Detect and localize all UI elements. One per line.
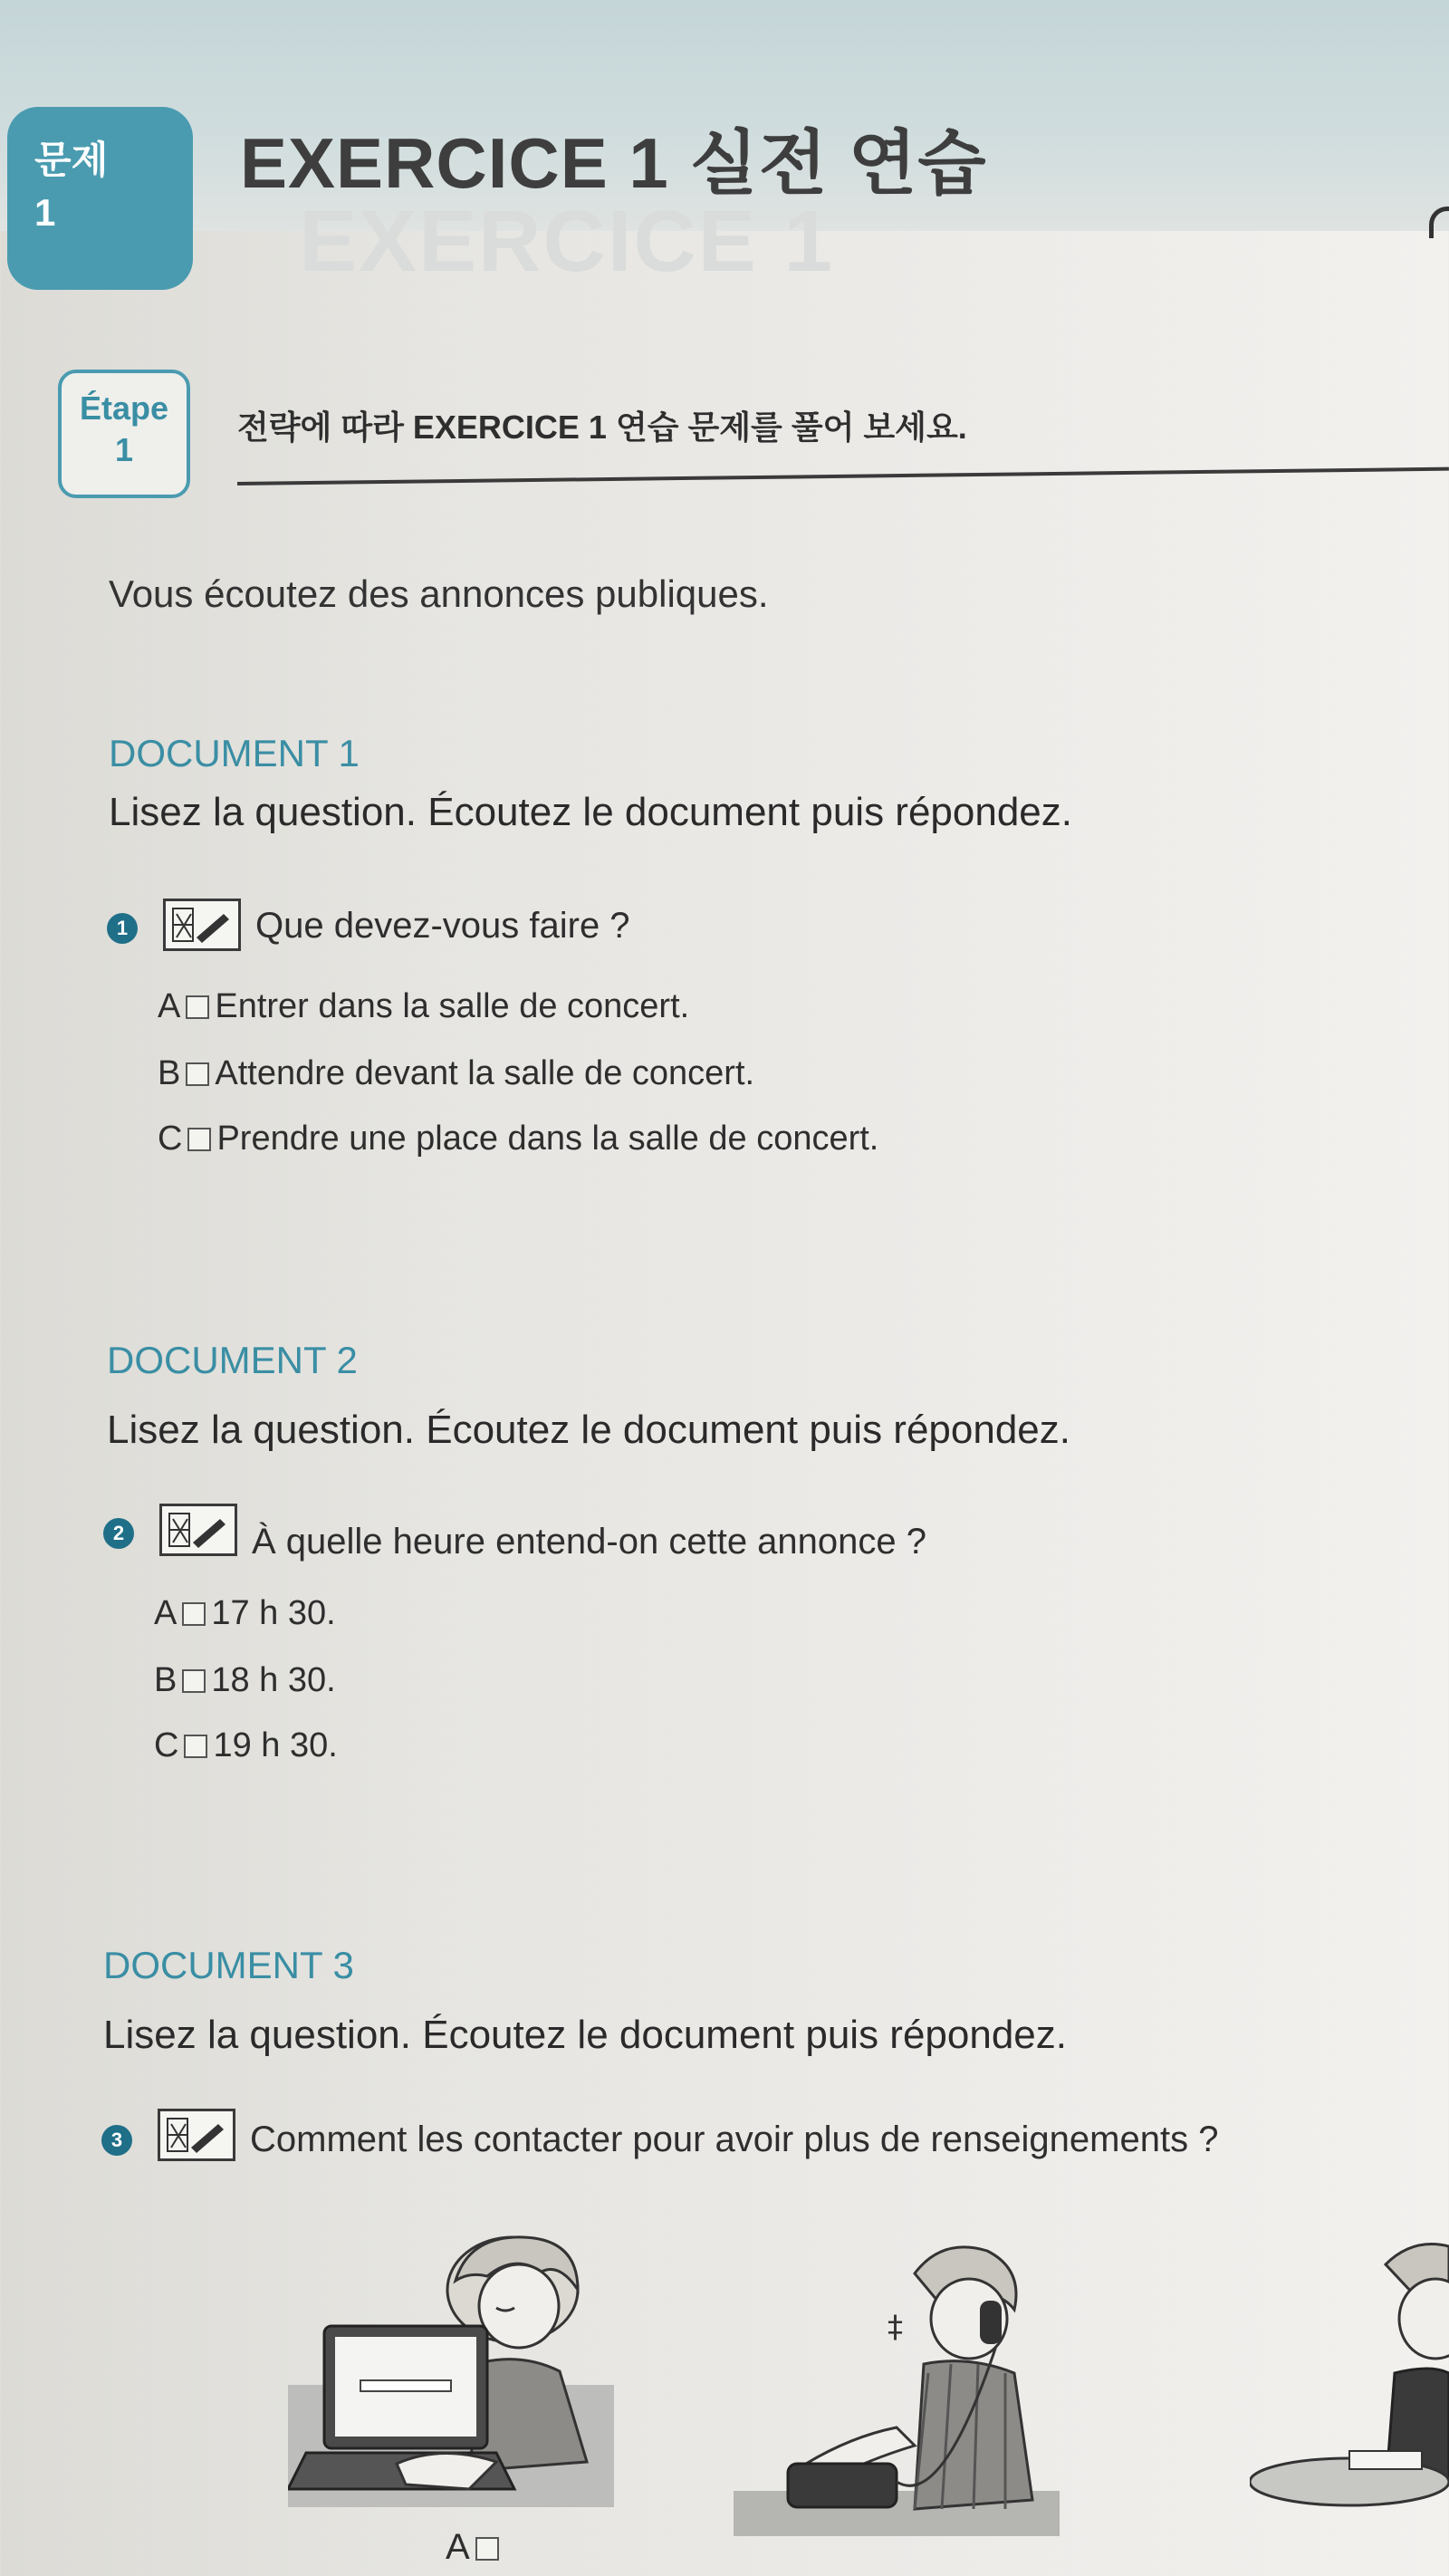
option-letter: C [158, 1120, 183, 1158]
laptop-illustration [288, 2226, 632, 2530]
telephone-illustration [734, 2237, 1060, 2541]
question-2-text: À quelle heure entend-on cette annonce ? [252, 1522, 927, 1562]
option-letter: B [158, 1054, 181, 1092]
write-note-icon [158, 2109, 235, 2161]
option-text: 17 h 30. [211, 1594, 336, 1632]
document-1-heading: DOCUMENT 1 [109, 732, 360, 774]
question-2-option-b[interactable] [154, 1661, 336, 1700]
question-2-option-a[interactable] [154, 1594, 336, 1633]
option-letter: A [158, 987, 181, 1025]
question-1-text: Que devez-vous faire ? [255, 906, 630, 946]
option-letter: A [154, 1594, 178, 1632]
option-text: Prendre une place dans la salle de concert. [216, 1120, 879, 1158]
document-3-instruction: Lisez la question. Écoutez le document puis répondez. [103, 2013, 1067, 2057]
document-2-heading: DOCUMENT 2 [107, 1339, 358, 1381]
option-letter: B [154, 1661, 178, 1699]
checkbox[interactable] [186, 995, 209, 1019]
document-1-instruction: Lisez la question. Écoutez le document puis répondez. [109, 790, 1072, 834]
checkbox[interactable] [186, 1062, 209, 1086]
question-1-option-a[interactable] [158, 987, 689, 1026]
question-1-option-c[interactable] [158, 1120, 878, 1158]
option-text: 18 h 30. [211, 1661, 336, 1699]
problem-tab-label: 문제 [34, 139, 109, 181]
etape-instruction: 전략에 따라 EXERCICE 1 연습 문제를 풀어 보세요. [237, 409, 967, 446]
checkbox[interactable] [475, 2537, 499, 2561]
svg-text:‡: ‡ [888, 2309, 903, 2345]
etape-number: 1 [114, 431, 134, 468]
option-letter: C [154, 1726, 179, 1764]
page-title: EXERCICE 1 실전 연습 [240, 123, 987, 203]
write-note-icon [159, 1504, 237, 1556]
option-text: Entrer dans la salle de concert. [215, 987, 690, 1025]
checkbox[interactable] [184, 1735, 207, 1758]
etape-badge [58, 370, 190, 498]
document-2-instruction: Lisez la question. Écoutez le document puis répondez. [107, 1408, 1070, 1452]
ghost-title: EXERCICE 1 [299, 193, 834, 290]
image-option-a[interactable] [446, 2527, 504, 2568]
question-1-number: 1 [107, 913, 138, 944]
desk-illustration [1250, 2237, 1449, 2532]
question-1-option-b[interactable] [158, 1054, 754, 1093]
question-3-number: 3 [101, 2125, 132, 2156]
question-3-text: Comment les contacter pour avoir plus de renseignements ? [250, 2119, 1219, 2159]
write-note-icon [163, 899, 241, 951]
checkbox[interactable] [182, 1669, 206, 1693]
problem-tab [7, 107, 193, 290]
problem-tab-number: 1 [34, 191, 56, 234]
document-3-heading: DOCUMENT 3 [103, 1944, 354, 1986]
intro-text: Vous écoutez des annonces publiques. [109, 572, 769, 615]
checkbox[interactable] [187, 1128, 211, 1151]
checkbox[interactable] [182, 1602, 206, 1626]
option-letter: A [446, 2527, 470, 2567]
option-text: Attendre devant la salle de concert. [215, 1054, 755, 1092]
etape-label: Étape [79, 389, 169, 427]
question-2-number: 2 [103, 1518, 134, 1549]
question-2-option-c[interactable] [154, 1726, 338, 1765]
option-text: 19 h 30. [213, 1726, 338, 1764]
etape-divider [237, 467, 1449, 485]
